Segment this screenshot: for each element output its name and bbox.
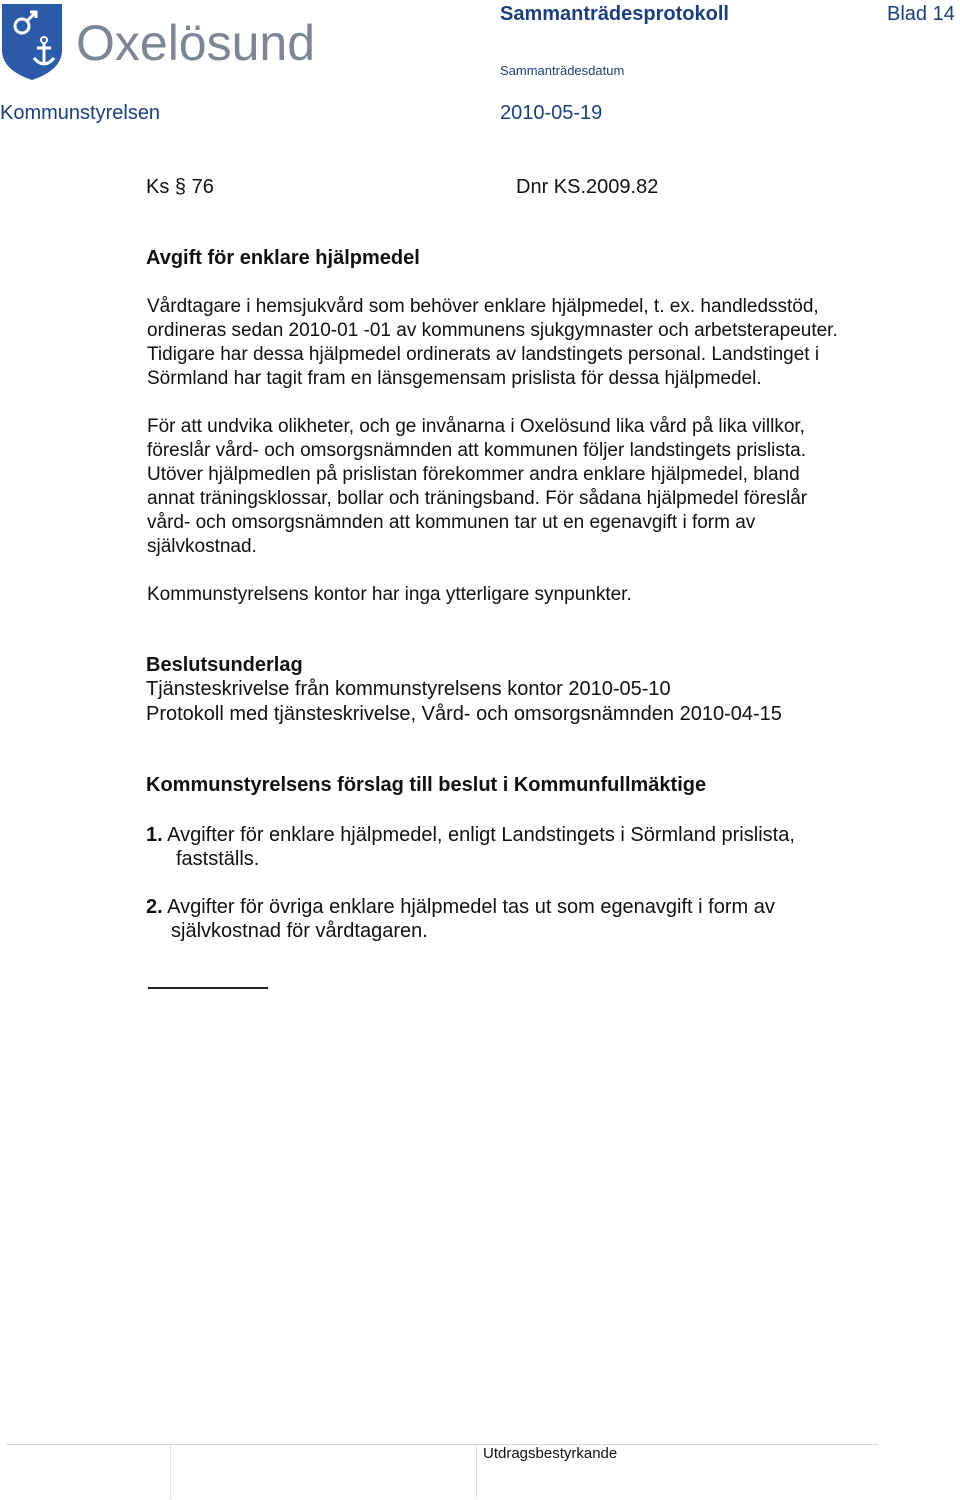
paragraph-office-comment (147, 583, 927, 607)
footer-column-divider (170, 1445, 171, 1499)
certification-label: Utdragsbestyrkande (483, 1445, 618, 1462)
proposal-heading: Kommunstyrelsens förslag till beslut i Kommunfullmäktige (146, 774, 707, 796)
text-line: Utöver hjälpmedlen på prislistan förekommer andra enklare hjälpmedel, bland (147, 464, 800, 485)
text-line: Sörmland har tagit fram en länsgemensam prislista för dessa hjälpmedel. (147, 368, 762, 389)
basis-heading: Beslutsunderlag (146, 654, 303, 676)
oxelosund-logo (0, 0, 340, 82)
proposal-item-continuation: fastställs. (176, 848, 260, 870)
proposal-item-text: Avgifter för enklare hjälpmedel, enligt Landstingets i Sörmland prislista, (167, 824, 795, 846)
proposal-item-continuation: självkostnad för vårdtagaren. (171, 920, 428, 942)
paragraph-proposal-rationale (147, 415, 927, 559)
basis-item: Protokoll med tjänsteskrivelse, Vård- och omsorgsnämnden 2010-04-15 (146, 703, 782, 725)
meeting-date: 2010-05-19 (500, 102, 603, 124)
basis-item: Tjänsteskrivelse från kommunstyrelsens kontor 2010-05-10 (146, 678, 671, 700)
page-label: Blad 14 (887, 3, 955, 25)
footer-column-divider (476, 1445, 477, 1499)
text-line: vård- och omsorgsnämnden att kommunen tar ut en egenavgift i form av (147, 512, 756, 533)
proposal-item (146, 895, 775, 943)
proposal-item-number: 2. (146, 896, 163, 918)
text-line: annat träningsklossar, bollar och träningsband. För sådana hjälpmedel föreslår (147, 488, 808, 509)
section-heading: Avgift för enklare hjälpmedel (146, 247, 420, 269)
text-line: Kommunstyrelsens kontor har inga ytterligare synpunkter. (147, 584, 632, 605)
text-line: självkostnad. (147, 536, 257, 557)
document-title: Sammanträdesprotokoll (500, 3, 729, 25)
registration-number: Dnr KS.2009.82 (516, 176, 659, 198)
proposal-item-text: Avgifter för övriga enklare hjälpmedel tas ut som egenavgift i form av (167, 896, 775, 918)
meeting-date-label: Sammanträdesdatum (500, 63, 625, 78)
text-line: För att undvika olikheter, och ge invånarna i Oxelösund lika vård på lika villkor, (147, 416, 805, 437)
proposal-item (146, 823, 795, 871)
signature-line (148, 987, 268, 989)
proposal-item-number: 1. (146, 824, 163, 846)
text-line: föreslår vård- och omsorgsnämnden att kommunen följer landstingets prislista. (147, 440, 806, 461)
case-number: Ks § 76 (146, 176, 214, 198)
municipality-logo (0, 0, 340, 82)
logo-wordmark: Oxelösund (76, 15, 316, 71)
footer-divider (6, 1444, 878, 1445)
text-line: Tidigare har dessa hjälpmedel ordinerats av landstingets personal. Landstinget i (147, 344, 820, 365)
text-line: ordineras sedan 2010-01 -01 av kommunens sjukgymnaster och arbetsterapeuter. (147, 320, 838, 341)
text-line: Vårdtagare i hemsjukvård som behöver enklare hjälpmedel, t. ex. handledsstöd, (147, 296, 819, 317)
organization-name: Kommunstyrelsen (0, 102, 161, 124)
paragraph-background (147, 295, 927, 391)
